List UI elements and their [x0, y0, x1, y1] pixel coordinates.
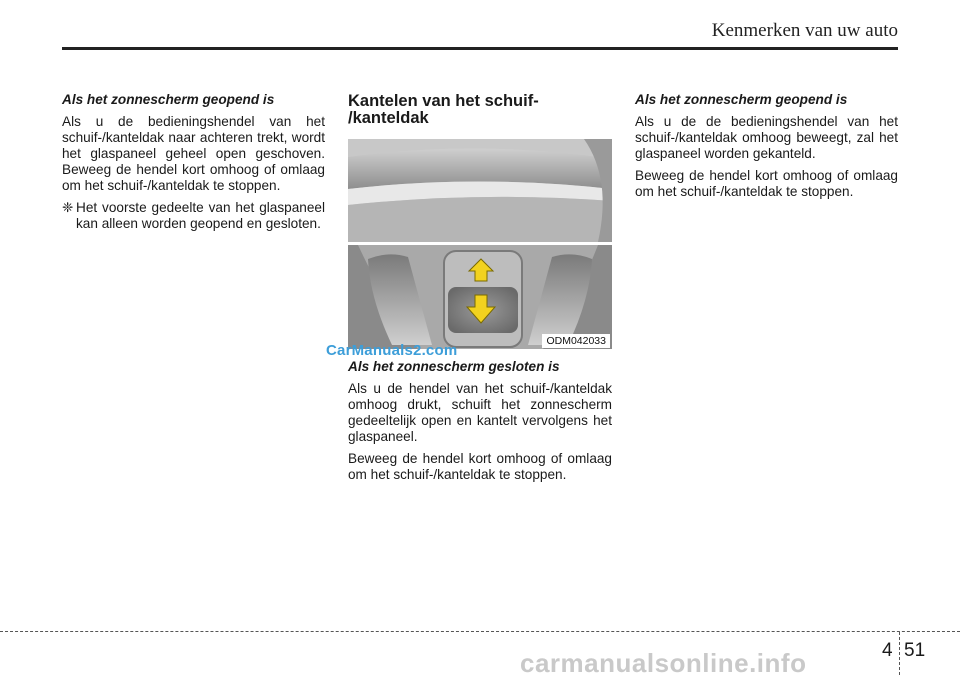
- subheading-closed: Als het zonnescherm gesloten is: [348, 359, 560, 374]
- figure-code: ODM042033: [542, 334, 610, 348]
- paragraph-closed-1: Als u de hendel van het schuif-/kanteldak omhoog drukt, schuift het zonnescherm gedeeltelijk open en kantelt vervolgens het glaspaneel.: [348, 381, 612, 444]
- note: [62, 200, 325, 232]
- page-number: 51: [904, 640, 926, 661]
- column-3: [635, 92, 898, 206]
- column-2: [348, 93, 612, 489]
- sunroof-figure: [348, 139, 612, 349]
- site-footer: carmanualsonline.info: [520, 648, 807, 678]
- watermark[interactable]: CarManuals2.com: [326, 342, 458, 359]
- header-rule: [62, 47, 898, 50]
- note-text: Het voorste gedeelte van het glaspaneel kan alleen worden geopend en gesloten.: [76, 200, 325, 231]
- chapter-number: 4: [882, 640, 893, 661]
- subheading-opened-2: Als het zonnescherm geopend is: [635, 92, 848, 107]
- section-title-line2: /kanteldak: [348, 109, 429, 127]
- note-mark-icon: ❈: [62, 200, 74, 215]
- paragraph-tilt-1: Als u de de bedieningshendel van het schuif-/kanteldak omhoog beweegt, zal het glaspaneel worden gekanteld.: [635, 114, 898, 161]
- page-header-title: Kenmerken van uw auto: [711, 20, 898, 41]
- page-divider: [899, 632, 900, 675]
- section-title-line1: Kantelen van het schuif-: [348, 92, 539, 110]
- subheading-opened: Als het zonnescherm geopend is: [62, 92, 275, 107]
- section-title: [348, 93, 612, 127]
- paragraph-opened: Als u de bedieningshendel van het schuif-/kanteldak naar achteren trekt, wordt het glaspaneel geheel open geschoven. Beweeg de hendel kort omhoog of omlaag om het schuif-/kanteldak te stoppen.: [62, 114, 325, 193]
- sunroof-illustration: [348, 139, 612, 349]
- column-1: [62, 92, 325, 232]
- paragraph-closed-2: Beweeg de hendel kort omhoog of omlaag om het schuif-/kanteldak te stoppen.: [348, 451, 612, 482]
- footer-rule: [0, 631, 960, 632]
- paragraph-tilt-2: Beweeg de hendel kort omhoog of omlaag om het schuif-/kanteldak te stoppen.: [635, 168, 898, 199]
- column-2-text: [348, 359, 612, 483]
